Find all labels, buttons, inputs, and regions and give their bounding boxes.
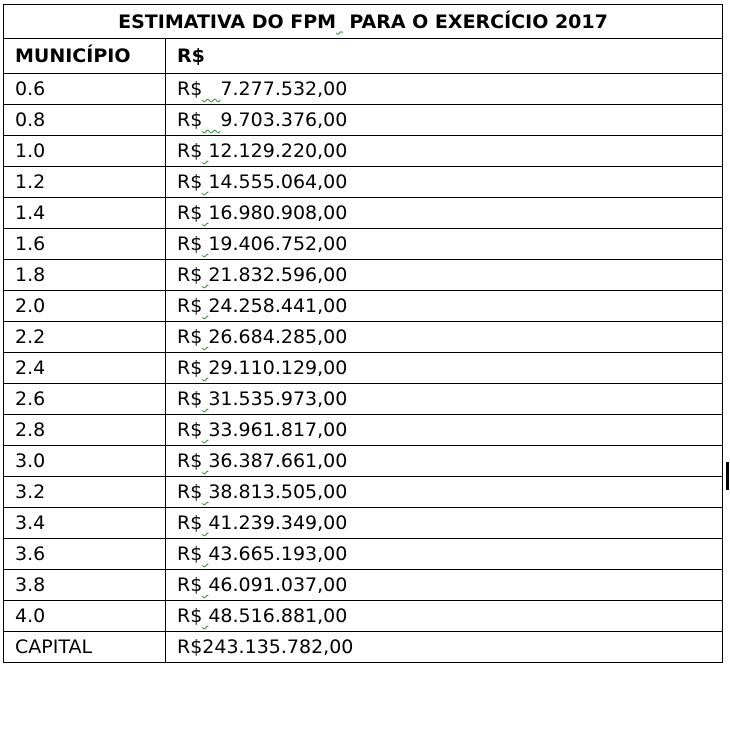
amount-value: 33.961.817,00: [208, 419, 348, 441]
cell-valor[interactable]: [166, 229, 723, 260]
cell-valor[interactable]: [166, 384, 723, 415]
cell-municipio[interactable]: 3.6: [4, 539, 166, 570]
cell-municipio[interactable]: 2.8: [4, 415, 166, 446]
amount-value: 38.813.505,00: [208, 481, 348, 503]
amount-value: 41.239.349,00: [208, 512, 348, 534]
cell-valor[interactable]: [166, 415, 723, 446]
currency-prefix: R$: [177, 512, 203, 534]
currency-prefix: R$: [177, 357, 203, 379]
amount-value: 29.110.129,00: [208, 357, 348, 379]
cell-valor[interactable]: [166, 322, 723, 353]
table-row: [4, 601, 723, 632]
currency-prefix: R$: [177, 140, 203, 162]
cell-municipio[interactable]: 2.0: [4, 291, 166, 322]
amount-value: 31.535.973,00: [208, 388, 348, 410]
column-header-valor[interactable]: R$: [166, 39, 723, 74]
cell-valor[interactable]: [166, 508, 723, 539]
cell-valor[interactable]: [166, 477, 723, 508]
title-part-1: ESTIMATIVA DO FPM: [118, 10, 337, 33]
fpm-estimate-table: [3, 4, 723, 663]
cell-municipio[interactable]: 3.0: [4, 446, 166, 477]
table-row: [4, 539, 723, 570]
table-title[interactable]: [4, 5, 723, 39]
currency-prefix: R$: [177, 78, 203, 100]
currency-prefix: R$: [177, 264, 203, 286]
cell-municipio[interactable]: 3.2: [4, 477, 166, 508]
cell-municipio[interactable]: 0.8: [4, 105, 166, 136]
table-body: [4, 74, 723, 663]
cell-valor[interactable]: [166, 570, 723, 601]
column-header-municipio[interactable]: MUNICÍPIO: [4, 39, 166, 74]
cell-valor[interactable]: [166, 136, 723, 167]
title-row: [4, 5, 723, 39]
cell-municipio[interactable]: 0.6: [4, 74, 166, 105]
cell-municipio[interactable]: 3.4: [4, 508, 166, 539]
currency-prefix: R$: [177, 574, 203, 596]
cell-municipio[interactable]: 2.2: [4, 322, 166, 353]
amount-value: 21.832.596,00: [208, 264, 348, 286]
currency-prefix: R$: [177, 109, 203, 131]
cell-valor[interactable]: [166, 291, 723, 322]
cell-municipio[interactable]: 4.0: [4, 601, 166, 632]
amount-value: 48.516.881,00: [208, 605, 348, 627]
spellcheck-gap: [202, 78, 220, 100]
amount-value: 14.555.064,00: [208, 171, 348, 193]
text-cursor: [726, 462, 729, 490]
cell-valor[interactable]: [166, 601, 723, 632]
table-row: [4, 477, 723, 508]
header-row: [4, 39, 723, 74]
table-row: [4, 260, 723, 291]
currency-prefix: R$: [177, 326, 203, 348]
amount-value: 24.258.441,00: [208, 295, 348, 317]
cell-valor[interactable]: [166, 74, 723, 105]
table-row: [4, 632, 723, 663]
table-row: [4, 508, 723, 539]
currency-prefix: R$: [177, 543, 203, 565]
cell-municipio[interactable]: 1.4: [4, 198, 166, 229]
amount-value: 36.387.661,00: [208, 450, 348, 472]
cell-valor[interactable]: [166, 167, 723, 198]
currency-prefix: R$: [177, 171, 203, 193]
amount-value: 9.703.376,00: [220, 109, 348, 131]
currency-prefix: R$: [177, 419, 203, 441]
cell-valor[interactable]: [166, 446, 723, 477]
spreadsheet-table-container: [3, 4, 722, 663]
cell-municipio[interactable]: 1.2: [4, 167, 166, 198]
table-row: [4, 570, 723, 601]
table-row: [4, 446, 723, 477]
cell-municipio[interactable]: 2.6: [4, 384, 166, 415]
amount-value: 12.129.220,00: [208, 140, 348, 162]
amount-value: 243.135.782,00: [202, 636, 354, 658]
currency-prefix: R$: [177, 233, 203, 255]
cell-municipio[interactable]: 2.4: [4, 353, 166, 384]
cell-valor[interactable]: [166, 105, 723, 136]
table-row: [4, 415, 723, 446]
cell-municipio[interactable]: 1.8: [4, 260, 166, 291]
currency-prefix: R$: [177, 450, 203, 472]
table-row: [4, 105, 723, 136]
cell-valor[interactable]: [166, 260, 723, 291]
table-row: [4, 167, 723, 198]
currency-prefix: R$: [177, 295, 203, 317]
currency-prefix: R$: [177, 636, 203, 658]
currency-prefix: R$: [177, 605, 203, 627]
table-row: [4, 322, 723, 353]
cell-municipio[interactable]: 1.6: [4, 229, 166, 260]
table-row: [4, 136, 723, 167]
table-row: [4, 291, 723, 322]
cell-valor[interactable]: [166, 539, 723, 570]
amount-value: 43.665.193,00: [208, 543, 348, 565]
currency-prefix: R$: [177, 202, 203, 224]
cell-municipio[interactable]: 1.0: [4, 136, 166, 167]
spellcheck-mark: [336, 11, 343, 33]
table-row: [4, 198, 723, 229]
amount-value: 7.277.532,00: [220, 78, 348, 100]
title-part-2: PARA O EXERCÍCIO 2017: [342, 10, 608, 33]
table-row: [4, 74, 723, 105]
cell-municipio[interactable]: CAPITAL: [4, 632, 166, 663]
table-row: [4, 353, 723, 384]
currency-prefix: R$: [177, 481, 203, 503]
amount-value: 19.406.752,00: [208, 233, 348, 255]
cell-valor[interactable]: [166, 353, 723, 384]
cell-municipio[interactable]: 3.8: [4, 570, 166, 601]
table-row: [4, 229, 723, 260]
table-row: [4, 384, 723, 415]
amount-value: 46.091.037,00: [208, 574, 348, 596]
amount-value: 26.684.285,00: [208, 326, 348, 348]
cell-valor[interactable]: [166, 198, 723, 229]
cell-valor[interactable]: [166, 632, 723, 663]
amount-value: 16.980.908,00: [208, 202, 348, 224]
currency-prefix: R$: [177, 388, 203, 410]
spellcheck-gap: [202, 109, 220, 131]
